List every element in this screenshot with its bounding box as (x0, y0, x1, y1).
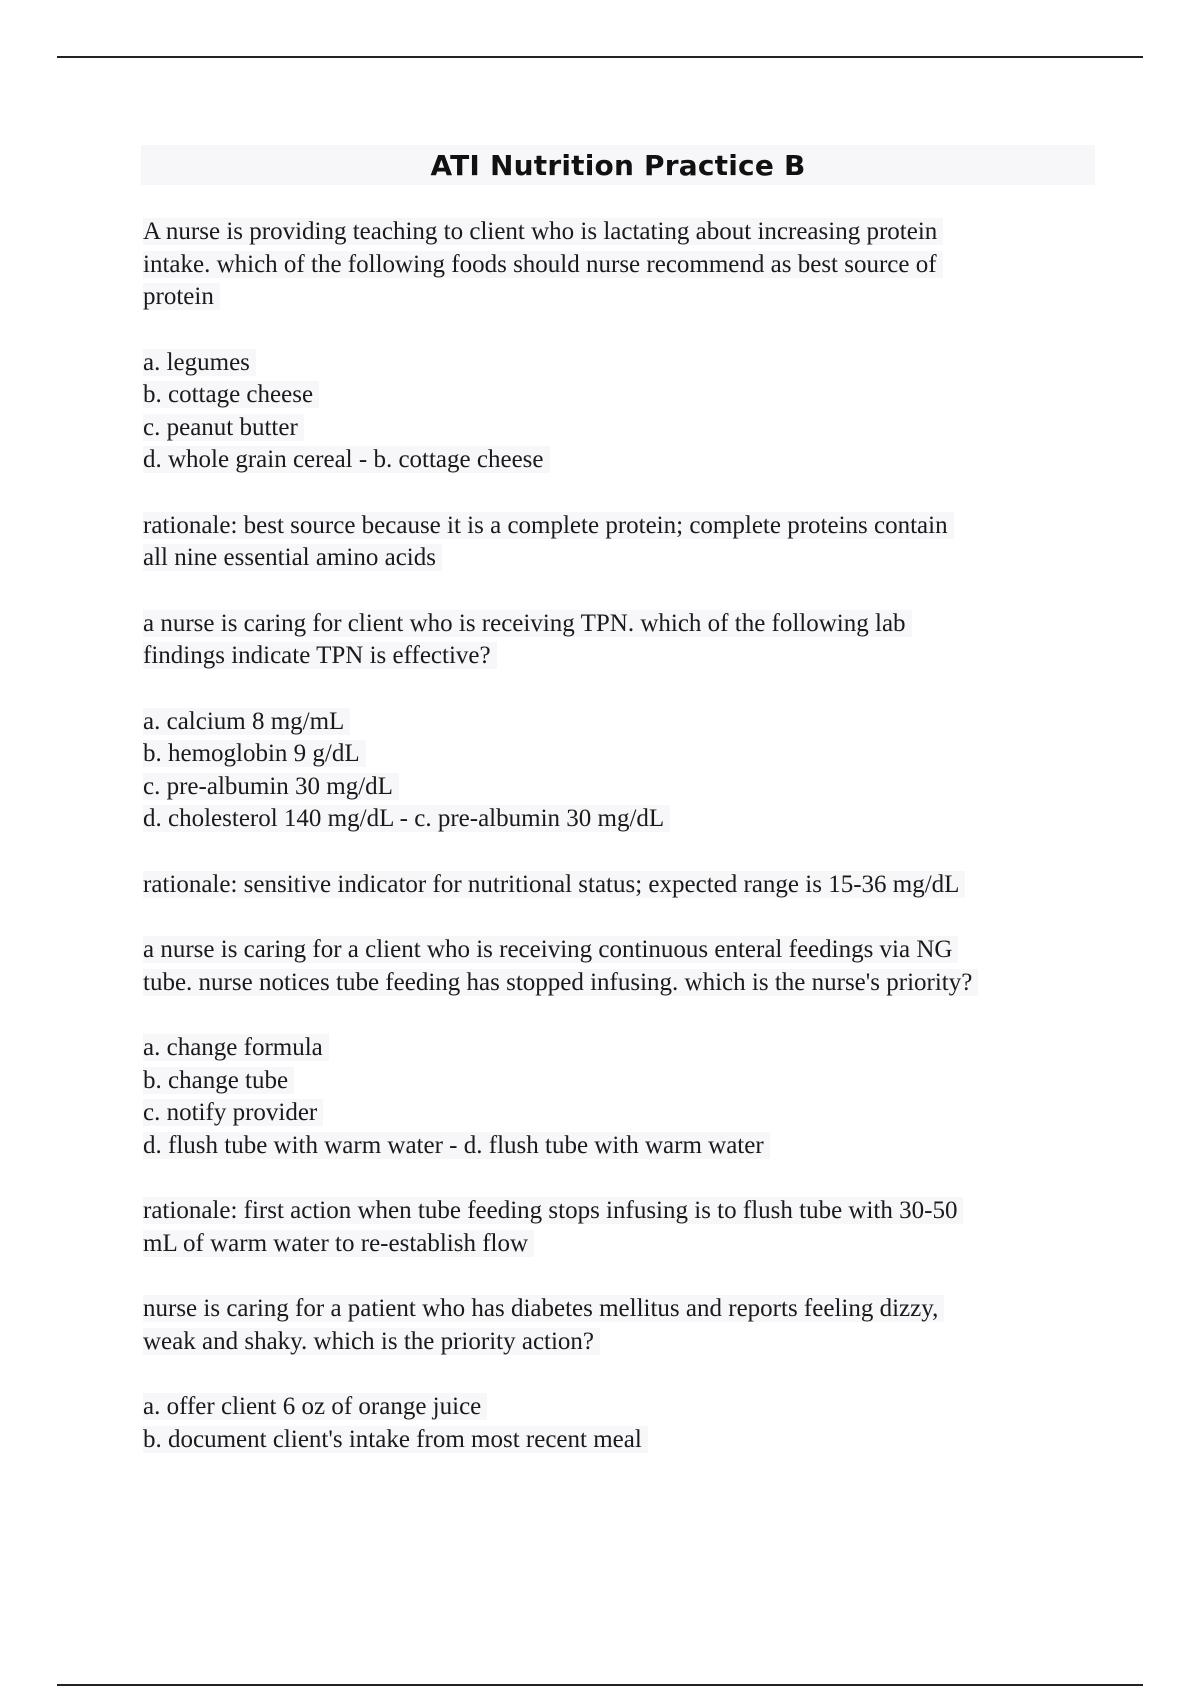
question-1-option: c. peanut butter (143, 414, 304, 441)
question-1-option-with-answer: d. whole grain cereal - b. cottage cheese (143, 446, 550, 473)
question-3-stem-line: a nurse is caring for a client who is receiving continuous enteral feedings via NG (143, 936, 958, 963)
question-1-option: a. legumes (143, 349, 256, 376)
question-3-stem (143, 934, 1091, 999)
question-2-stem-line: findings indicate TPN is effective? (143, 642, 497, 669)
question-2-options (143, 706, 1091, 836)
question-1-option: b. cottage cheese (143, 381, 319, 408)
question-4-options (143, 1391, 1091, 1456)
question-1-stem-line: A nurse is providing teaching to client who is lactating about increasing protein (143, 218, 943, 245)
document-title: ATI Nutrition Practice B (430, 148, 806, 182)
question-1-rationale-line: all nine essential amino acids (143, 544, 442, 571)
question-2-option: b. hemoglobin 9 g/dL (143, 740, 366, 767)
top-rule (57, 56, 1143, 58)
question-3-option: c. notify provider (143, 1099, 323, 1126)
bottom-rule (57, 1684, 1143, 1686)
question-2-option: c. pre-albumin 30 mg/dL (143, 773, 399, 800)
question-3-rationale-line: rationale: first action when tube feeding stops infusing is to flush tube with 30-50 (143, 1197, 963, 1224)
question-2-option: a. calcium 8 mg/mL (143, 708, 350, 735)
question-1-stem-line: intake. which of the following foods should nurse recommend as best source of (143, 251, 943, 278)
question-2-option-with-answer: d. cholesterol 140 mg/dL - c. pre-albumin 30 mg/dL (143, 805, 670, 832)
title-band (141, 145, 1095, 185)
question-1-rationale (143, 510, 1091, 575)
question-1-options (143, 347, 1091, 477)
question-2-stem-line: a nurse is caring for client who is receiving TPN. which of the following lab (143, 610, 912, 637)
question-2-stem (143, 608, 1091, 673)
question-3-option: a. change formula (143, 1034, 329, 1061)
question-4-option: b. document client's intake from most recent meal (143, 1426, 648, 1453)
question-1-rationale-line: rationale: best source because it is a complete protein; complete proteins contain (143, 512, 954, 539)
question-3-rationale (143, 1195, 1091, 1260)
question-3-option: b. change tube (143, 1067, 294, 1094)
question-3-option-with-answer: d. flush tube with warm water - d. flush tube with warm water (143, 1132, 770, 1159)
question-3-rationale-line: mL of warm water to re-establish flow (143, 1230, 534, 1257)
question-3-options (143, 1032, 1091, 1162)
question-4-stem (143, 1293, 1091, 1358)
question-2-rationale-line: rationale: sensitive indicator for nutritional status; expected range is 15-36 mg/dL (143, 871, 965, 898)
question-3-stem-line: tube. nurse notices tube feeding has stopped infusing. which is the nurse's priority? (143, 969, 978, 996)
question-4-stem-line: nurse is caring for a patient who has diabetes mellitus and reports feeling dizzy, (143, 1295, 944, 1322)
document-body (143, 145, 1091, 1456)
question-4-stem-line: weak and shaky. which is the priority action? (143, 1328, 600, 1355)
question-1-stem (143, 216, 1091, 314)
question-4-option: a. offer client 6 oz of orange juice (143, 1393, 487, 1420)
question-1-stem-line: protein (143, 283, 220, 310)
question-2-rationale (143, 869, 1091, 902)
